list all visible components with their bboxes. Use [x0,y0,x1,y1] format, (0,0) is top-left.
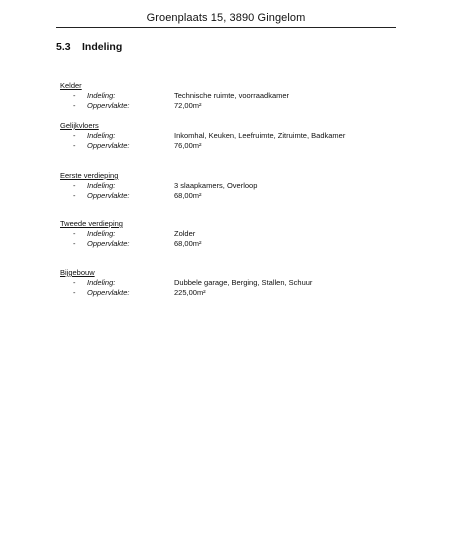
indeling-value: 3 slaapkamers, Overloop [174,181,258,190]
room-block-kelder [60,81,380,111]
oppervlakte-value: 68,00m² [174,191,202,200]
room-name: Gelijkvloers [60,121,99,130]
header-divider [56,27,396,28]
oppervlakte-row [60,239,380,249]
bullet-dash: - [73,141,76,150]
bullet-dash: - [73,191,76,200]
oppervlakte-label: Oppervlakte: [87,288,130,297]
bullet-dash: - [73,239,76,248]
bullet-dash: - [73,101,76,110]
indeling-value: Zolder [174,229,196,238]
oppervlakte-value: 72,00m² [174,101,202,110]
bullet-dash: - [73,91,76,100]
room-name: Bijgebouw [60,268,95,277]
section-heading [56,41,122,53]
page-header: Groenplaats 15, 3890 Gingelom [146,12,306,24]
oppervlakte-row [60,191,380,201]
oppervlakte-label: Oppervlakte: [87,101,130,110]
oppervlakte-value: 225,00m² [174,288,206,297]
oppervlakte-row [60,101,380,111]
indeling-row [60,181,380,191]
indeling-label: Indeling: [87,278,116,287]
room-name: Eerste verdieping [60,171,119,180]
section-number: 5.3 [56,41,71,53]
indeling-label: Indeling: [87,181,116,190]
room-block-gelijkvloers [60,121,380,151]
oppervlakte-value: 76,00m² [174,141,202,150]
indeling-row [60,229,380,239]
indeling-row [60,278,380,288]
indeling-value: Dubbele garage, Berging, Stallen, Schuur [174,278,313,287]
section-title: Indeling [82,41,123,53]
indeling-row [60,91,380,101]
oppervlakte-row [60,288,380,298]
oppervlakte-label: Oppervlakte: [87,239,130,248]
oppervlakte-label: Oppervlakte: [87,141,130,150]
bullet-dash: - [73,181,76,190]
room-name: Kelder [60,81,82,90]
room-block-tweede-verdieping [60,219,380,249]
oppervlakte-row [60,141,380,151]
bullet-dash: - [73,131,76,140]
indeling-label: Indeling: [87,131,116,140]
room-block-eerste-verdieping [60,171,380,201]
indeling-row [60,131,380,141]
indeling-value: Technische ruimte, voorraadkamer [174,91,290,100]
indeling-label: Indeling: [87,229,116,238]
room-name: Tweede verdieping [60,219,123,228]
oppervlakte-value: 68,00m² [174,239,202,248]
bullet-dash: - [73,288,76,297]
room-block-bijgebouw [60,268,380,298]
bullet-dash: - [73,278,76,287]
indeling-value: Inkomhal, Keuken, Leefruimte, Zitruimte, Badkamer [174,131,346,140]
indeling-label: Indeling: [87,91,116,100]
bullet-dash: - [73,229,76,238]
oppervlakte-label: Oppervlakte: [87,191,130,200]
